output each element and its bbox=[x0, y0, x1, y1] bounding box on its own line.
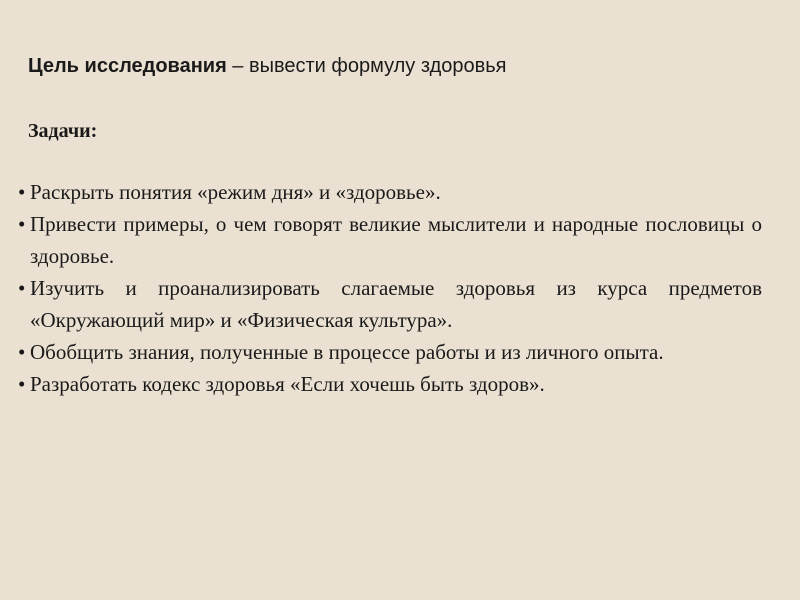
bullet-icon: • bbox=[18, 372, 26, 396]
bullet-icon: • bbox=[18, 340, 26, 364]
task-item bbox=[18, 336, 762, 368]
task-text: Изучить и проанализировать слагаемые здоровья из курса предметов «Окружающий мир» и «Физическая культура». bbox=[30, 276, 762, 332]
bullet-icon: • bbox=[18, 180, 26, 204]
research-goal-text: – вывести формулу здоровья bbox=[226, 55, 507, 77]
task-text: Раскрыть понятия «режим дня» и «здоровье». bbox=[30, 180, 441, 204]
task-item bbox=[18, 208, 762, 272]
bullet-icon: • bbox=[18, 276, 26, 300]
research-goal bbox=[28, 52, 507, 80]
bullet-icon: • bbox=[18, 212, 26, 236]
task-item bbox=[18, 176, 762, 208]
task-text: Обобщить знания, полученные в процессе работы и из личного опыта. bbox=[30, 340, 664, 364]
task-item bbox=[18, 272, 762, 336]
tasks-heading: Задачи: bbox=[28, 120, 98, 142]
task-text: Привести примеры, о чем говорят великие мыслители и народные пословицы о здоровье. bbox=[30, 212, 762, 268]
task-item bbox=[18, 368, 762, 400]
research-goal-label: Цель исследования bbox=[28, 55, 227, 77]
task-text: Разработать кодекс здоровья «Если хочешь быть здоров». bbox=[30, 372, 545, 396]
task-list bbox=[18, 176, 762, 400]
